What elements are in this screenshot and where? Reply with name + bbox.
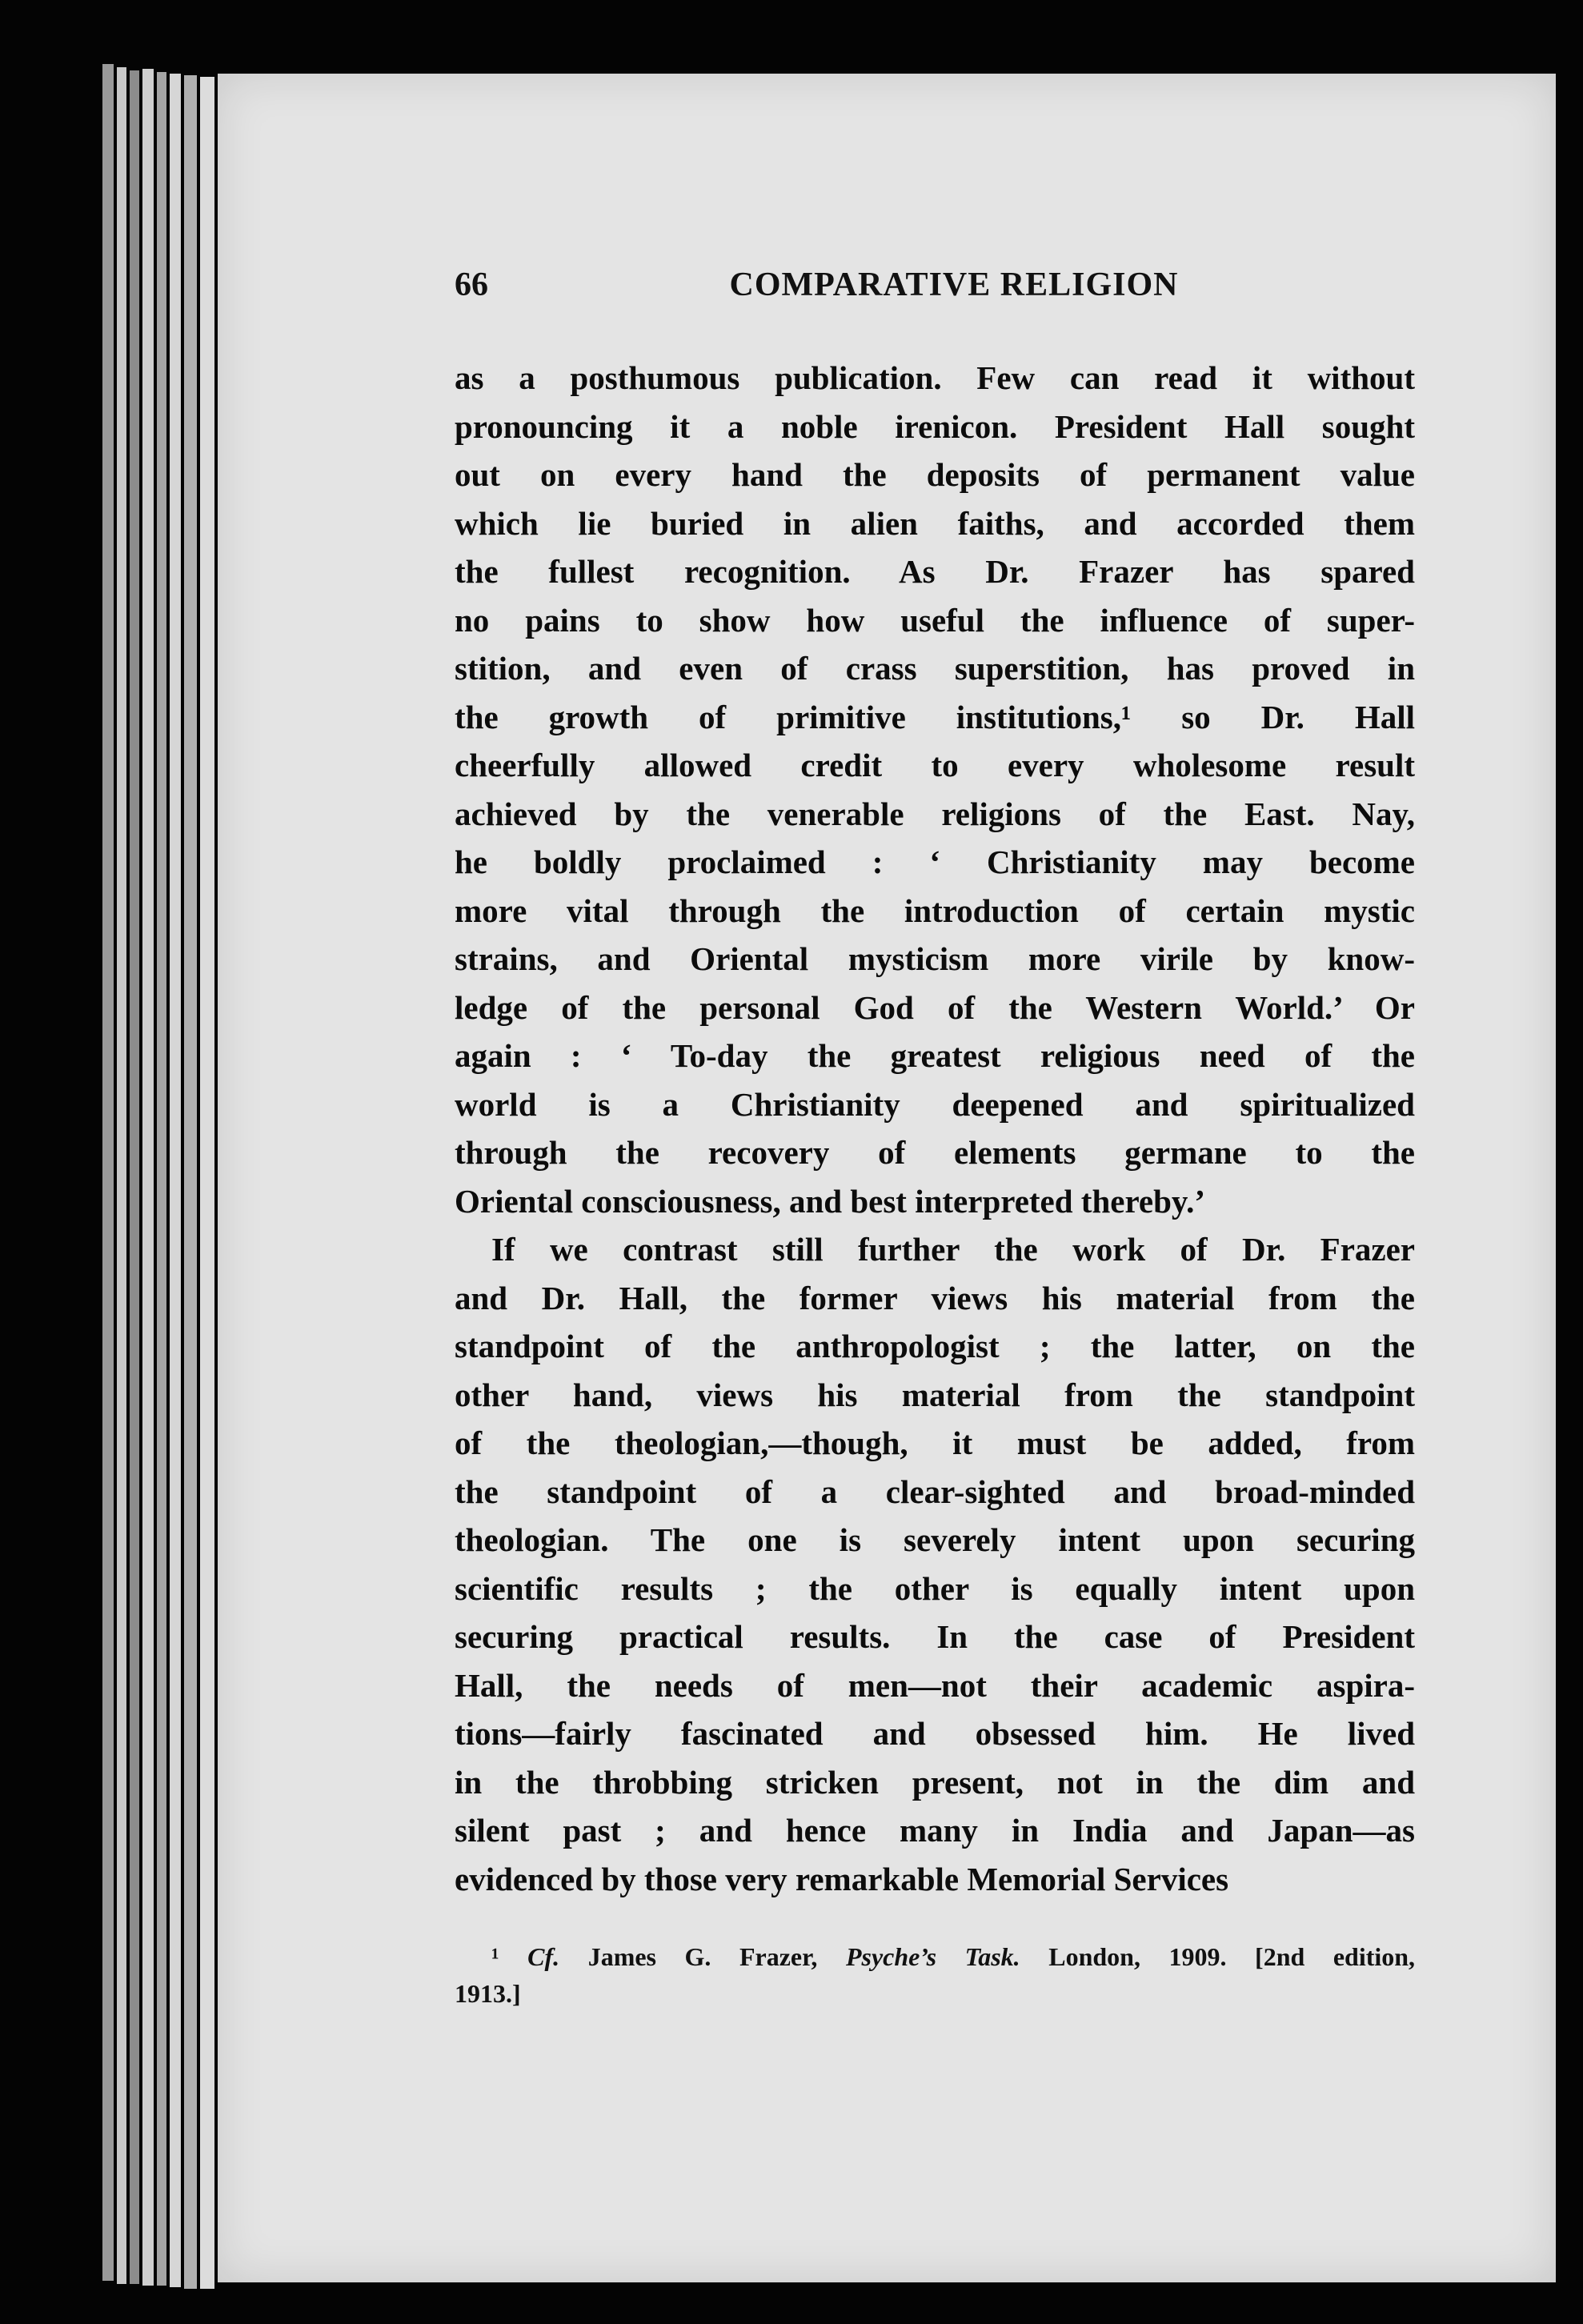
page-edge — [117, 67, 126, 2284]
footnote-line-1 — [455, 1938, 1415, 1975]
page-edge — [200, 77, 214, 2289]
text-line: If we contrast still further the work of Dr. Frazer — [491, 1231, 1415, 1268]
text-line: stition, and even of crass superstition, has proved in — [455, 650, 1415, 687]
text-line: the standpoint of a clear-sighted and broad-minded — [455, 1473, 1415, 1510]
page-edge — [184, 75, 197, 2289]
page-edge — [142, 69, 154, 2286]
text-line: tions—fairly fascinated and obsessed him. He lived — [455, 1715, 1415, 1752]
text-line: Oriental consciousness, and best interpreted thereby.’ — [455, 1182, 1206, 1220]
text-line: cheerfully allowed credit to every wholesome result — [455, 747, 1415, 783]
text-line: world is a Christianity deepened and spiritualized — [455, 1085, 1415, 1123]
page-edge — [102, 64, 114, 2281]
text-line: other hand, views his material from the standpoint — [455, 1376, 1415, 1413]
text-line: again : ‘ To-day the greatest religious need of the — [455, 1037, 1415, 1074]
text-line: the growth of primitive institutions,¹ so Dr. Hall — [455, 698, 1415, 735]
text-line: and Dr. Hall, the former views his material from the — [455, 1279, 1415, 1316]
body-text — [455, 354, 1415, 1903]
paragraph-1 — [455, 354, 1415, 1225]
text-line: pronouncing it a noble irenicon. President Hall sought — [455, 407, 1415, 445]
text-line: the fullest recognition. As Dr. Frazer has spared — [455, 553, 1415, 590]
text-line: as a posthumous publication. Few can read it without — [455, 359, 1415, 396]
text-line: out on every hand the deposits of permanent value — [455, 456, 1415, 493]
text-line: evidenced by those very remarkable Memorial Services — [455, 1860, 1229, 1897]
text-block — [455, 266, 1434, 2012]
paragraph-2 — [455, 1225, 1415, 1903]
text-line: achieved by the venerable religions of the East. Nay, — [455, 795, 1415, 832]
text-line: standpoint of the anthropologist ; the latter, on the — [455, 1328, 1415, 1364]
text-line: scientific results ; the other is equally intent upon — [455, 1569, 1415, 1607]
text-line: Hall, the needs of men—not their academic aspira- — [455, 1666, 1415, 1704]
footnote — [455, 1938, 1415, 2012]
text-line: ledge of the personal God of the Western World.’ Or — [455, 988, 1415, 1026]
text-line: he boldly proclaimed : ‘ Christianity may become — [455, 843, 1415, 880]
footnote-abbrev: Cf. — [527, 1942, 560, 1971]
text-line: silent past ; and hence many in India and Japan—as — [455, 1812, 1415, 1849]
text-line: more vital through the introduction of certain mystic — [455, 892, 1415, 929]
text-line: through the recovery of elements germane to the — [455, 1134, 1415, 1171]
text-line: of the theologian,—though, it must be added, from — [455, 1424, 1415, 1461]
page-edge — [170, 74, 181, 2287]
text-line: theologian. The one is severely intent upon securing — [455, 1521, 1415, 1558]
text-line: strains, and Oriental mysticism more virile by know- — [455, 940, 1415, 977]
book-page — [218, 74, 1556, 2282]
page-edge — [130, 70, 139, 2284]
footnote-marker: ¹ — [491, 1942, 499, 1971]
page-header — [455, 266, 1434, 354]
page-number: 66 — [455, 266, 488, 303]
footnote-title: Psyche’s Task. — [845, 1942, 1020, 1971]
page-edge — [157, 72, 166, 2286]
text-line: securing practical results. In the case of President — [455, 1618, 1415, 1655]
footnote-line-2: 1913.] — [455, 1979, 521, 2008]
footnote-publication: London, 1909. [2nd edition, — [1048, 1942, 1416, 1971]
text-line: in the throbbing stricken present, not in the dim and — [455, 1763, 1415, 1801]
text-line: which lie buried in alien faiths, and accorded them — [455, 504, 1415, 542]
footnote-author: James G. Frazer, — [587, 1942, 818, 1971]
text-line: no pains to show how useful the influence of super- — [455, 601, 1415, 639]
running-head: COMPARATIVE RELIGION — [729, 266, 1179, 303]
